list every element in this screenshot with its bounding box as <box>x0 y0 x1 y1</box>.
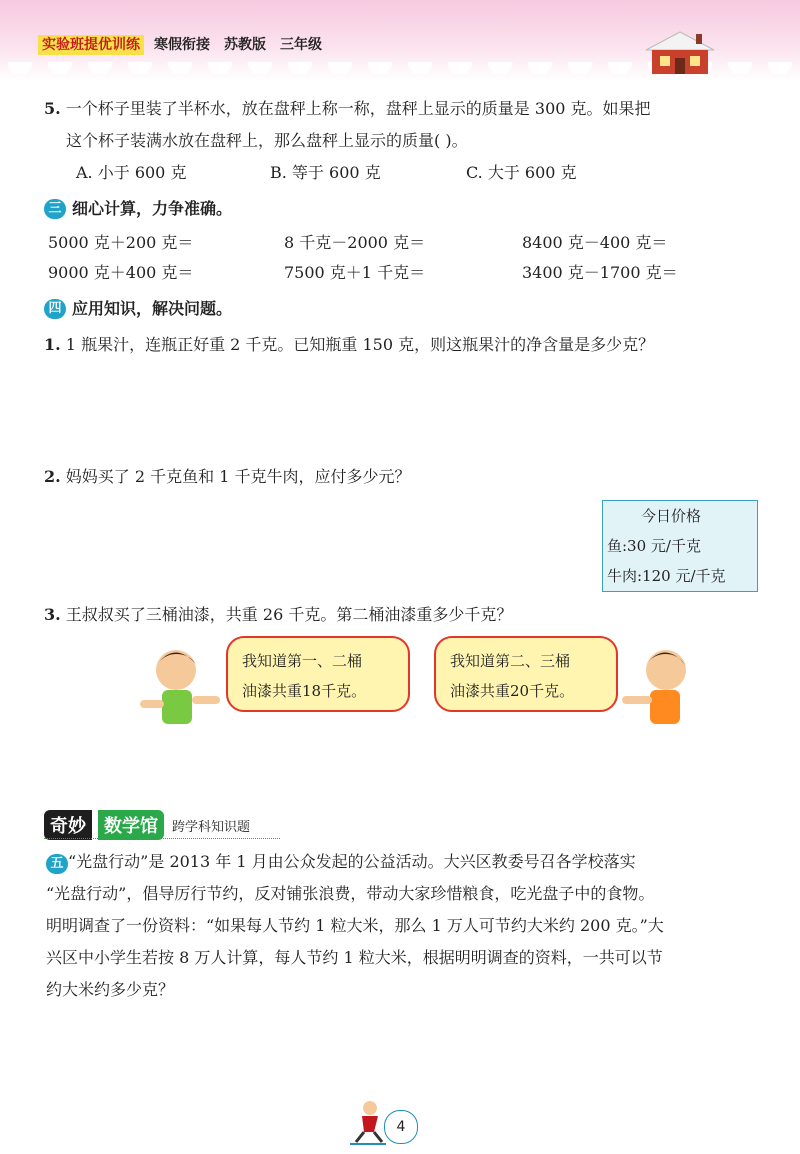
price-title: 今日价格 <box>641 507 702 525</box>
bubble-line: 油漆共重20千克。 <box>450 682 575 700</box>
grade-label: 三年级 <box>280 37 322 53</box>
page-header <box>38 34 336 54</box>
problem-text: 王叔叔买了三桶油漆，共重 26 千克。第二桶油漆重多少千克？ <box>65 605 513 624</box>
section-4-heading <box>44 294 232 324</box>
para-line-2: “光盘行动”，倡导厉行节约，反对铺张浪费，带动大家珍惜粮食，吃光盘子中的食物。 <box>46 884 655 903</box>
publisher-label: 苏教版 <box>224 37 266 53</box>
problem-text: 妈妈买了 2 千克鱼和 1 千克牛肉，应付多少元？ <box>65 467 411 486</box>
problem-text: 1 瓶果汁，连瓶正好重 2 千克。已知瓶重 150 克，则这瓶果汁的净含量是多少克？ <box>65 335 655 354</box>
para-text: “光盘行动”是 2013 年 1 月由公众发起的公益活动。大兴区教委号召各学校落实 <box>68 852 636 871</box>
para-line-5: 约大米约多少克？ <box>46 980 175 999</box>
series-title: 实验班提优训练 <box>38 35 144 55</box>
calc-5: 7500 克＋1 千克＝ <box>284 263 426 282</box>
problem-1 <box>44 330 654 360</box>
option-c: C. 大于 600 克 <box>466 163 577 182</box>
option-a: A. 小于 600 克 <box>76 163 187 182</box>
problem-2 <box>44 462 411 492</box>
edition-label: 寒假衔接 <box>154 37 210 53</box>
para-line-1 <box>46 846 758 878</box>
calc-1: 5000 克＋200 克＝ <box>48 233 194 252</box>
calc-4: 9000 克＋400 克＝ <box>48 263 194 282</box>
fun-paragraph <box>46 846 758 1006</box>
question-5-line2: 这个杯子装满水放在盘秤上，那么盘秤上显示的质量( )。 <box>66 131 468 150</box>
section-badge: 五 <box>46 854 68 874</box>
section-badge: 三 <box>44 199 66 219</box>
logo-subtitle: 跨学科知识题 <box>172 820 251 835</box>
problem-3 <box>44 600 512 630</box>
calc-6: 3400 克－1700 克＝ <box>522 263 678 282</box>
page-number: 4 <box>384 1110 418 1144</box>
speech-bubble-right <box>434 636 618 712</box>
calc-2: 8 千克－2000 克＝ <box>284 233 426 252</box>
section-title: 细心计算，力争准确。 <box>72 199 233 218</box>
para-line-4: 兴区中小学生若按 8 万人计算，每人节约 1 粒大米，根据明明调查的资料，一共可以节 <box>46 948 663 967</box>
logo-part-a: 奇妙 <box>44 810 92 840</box>
house-illustration <box>640 28 720 76</box>
problem-number: 1. <box>44 335 61 354</box>
bubble-line: 我知道第二、三桶 <box>450 652 571 670</box>
question-text: 一个杯子里装了半杯水，放在盘秤上称一称，盘秤上显示的质量是 300 克。如果把 <box>65 99 651 118</box>
logo-part-b: 数学馆 <box>98 810 164 840</box>
speech-bubble-left <box>226 636 410 712</box>
fun-math-logo <box>44 808 284 840</box>
section-badge: 四 <box>44 299 66 319</box>
section-3-heading <box>44 194 232 224</box>
option-b: B. 等于 600 克 <box>270 163 381 182</box>
beef-price: 牛肉:120 元/千克 <box>607 567 726 585</box>
logo-underline <box>44 838 280 839</box>
problem-number: 3. <box>44 605 61 624</box>
calc-3: 8400 克－400 克＝ <box>522 233 668 252</box>
bubble-line: 我知道第一、二桶 <box>242 652 363 670</box>
fish-price: 鱼:30 元/千克 <box>607 537 701 555</box>
boy-right-illustration <box>618 640 708 730</box>
question-number: 5. <box>44 99 61 118</box>
boy-left-illustration <box>134 640 224 730</box>
section-title: 应用知识，解决问题。 <box>72 299 233 318</box>
bubble-line: 油漆共重18千克。 <box>242 682 367 700</box>
price-board <box>602 500 758 592</box>
skater-illustration <box>348 1098 388 1146</box>
problem-number: 2. <box>44 467 61 486</box>
question-5-line1 <box>44 94 651 124</box>
para-line-3: 明明调查了一份资料：“如果每人节约 1 粒大米，那么 1 万人可节约大米约 200 克。”大 <box>46 916 664 935</box>
